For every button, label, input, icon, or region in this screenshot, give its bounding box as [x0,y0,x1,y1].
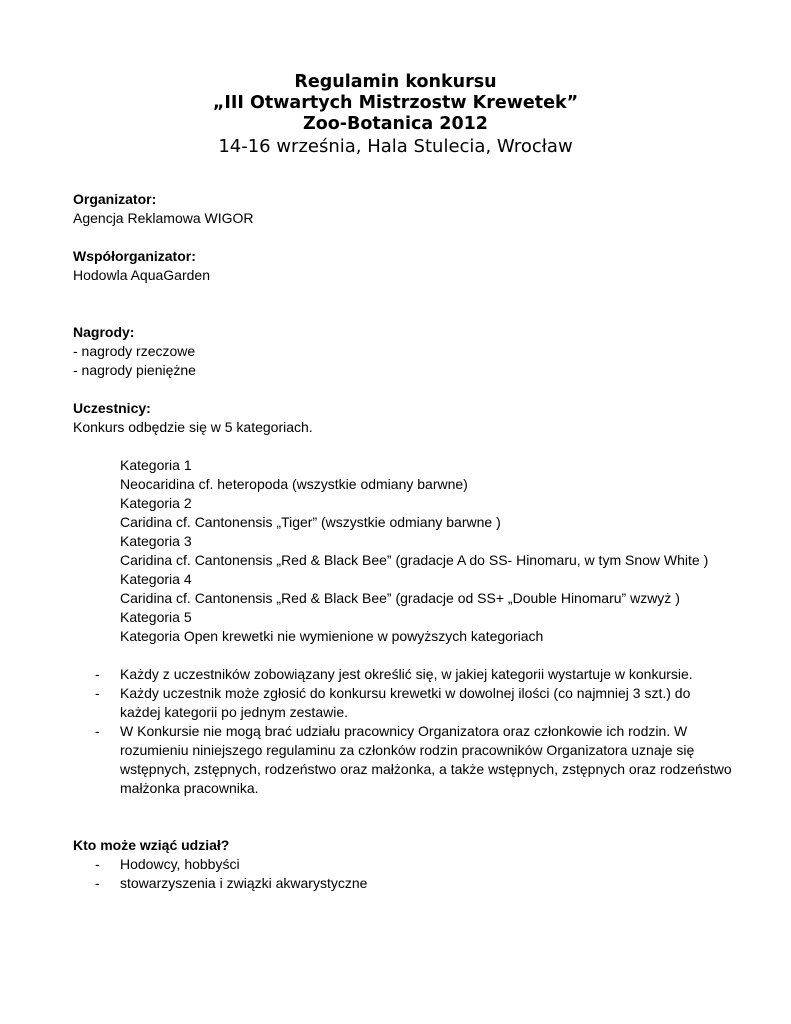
organizer-heading: Organizator: [73,191,157,207]
category-description: Kategoria Open krewetki nie wymienione w powyższych kategoriach [120,628,544,644]
coorganizer-section [73,247,733,285]
who-heading: Kto może wziąć udział? [73,837,230,853]
organizer-section [73,190,733,228]
rule-text: Każdy uczestnik może zgłosić do konkursu krewetki w dowolnej ilości (co najmniej 3 szt.) do każdej kategorii po jednym zestawie. [120,685,691,720]
category-label: Kategoria 4 [120,571,192,587]
rule-item [73,665,733,684]
who-text: stowarzyszenia i związki akwarystyczne [120,875,368,891]
category-label: Kategoria 1 [120,457,192,473]
dash-bullet: - [95,723,100,739]
prize-item: - nagrody pieniężne [73,362,196,378]
category-label: Kategoria 3 [120,533,192,549]
event-date-location: 14-16 września, Hala Stulecia, Wrocław [218,136,573,157]
who-text: Hodowcy, hobbyści [120,856,240,872]
dash-bullet: - [95,685,100,701]
category-description: Caridina cf. Cantonensis „Red & Black Bee” (gradacje od SS+ „Double Hinomaru” wzwyż ) [120,590,680,606]
rule-text: W Konkursie nie mogą brać udziału pracownicy Organizatora oraz członkowie ich rodzin. W rozumieniu niniejszego regulaminu za członków rodzin pracowników Organizatora uznaje się wstępnych, zstępnych, rodzeństwo oraz małżonka, a także wstępnych, zstępnych oraz rodzeństwo małżonka pracownika. [120,723,732,796]
rules-list [73,665,733,798]
organizer-name: Agencja Reklamowa WIGOR [73,210,254,226]
rule-item [73,684,733,722]
category-description: Caridina cf. Cantonensis „Red & Black Bee” (gradacje A do SS- Hinomaru, w tym Snow White ) [120,552,709,568]
category-description: Neocaridina cf. heteropoda (wszystkie odmiany barwne) [120,476,468,492]
prizes-section [73,323,733,380]
prize-item: - nagrody rzeczowe [73,343,196,359]
title-line-1: Regulamin konkursu [294,72,497,92]
coorganizer-heading: Współorganizator: [73,248,196,264]
category-list [73,456,733,646]
participants-heading: Uczestnicy: [73,400,151,416]
dash-bullet: - [95,875,100,891]
category-description: Caridina cf. Cantonensis „Tiger” (wszystkie odmiany barwne ) [120,514,501,530]
dash-bullet: - [95,666,100,682]
coorganizer-name: Hodowla AquaGarden [73,267,210,283]
participants-intro: Konkurs odbędzie się w 5 kategoriach. [73,419,313,435]
dash-bullet: - [95,856,100,872]
title-line-2: „III Otwartych Mistrzostw Krewetek” [212,93,579,113]
document-body [73,190,733,893]
rule-text: Każdy z uczestników zobowiązany jest określić się, w jakiej kategorii wystartuje w konkursie. [120,666,693,682]
title-line-3: Zoo-Botanica 2012 [303,114,488,134]
who-item [73,874,733,893]
document-title-block [0,72,791,159]
prizes-heading: Nagrody: [73,324,135,340]
category-label: Kategoria 5 [120,609,192,625]
rule-item [73,722,733,798]
who-section [73,836,733,893]
who-item [73,855,733,874]
category-label: Kategoria 2 [120,495,192,511]
participants-section [73,399,733,798]
who-list [73,855,733,893]
